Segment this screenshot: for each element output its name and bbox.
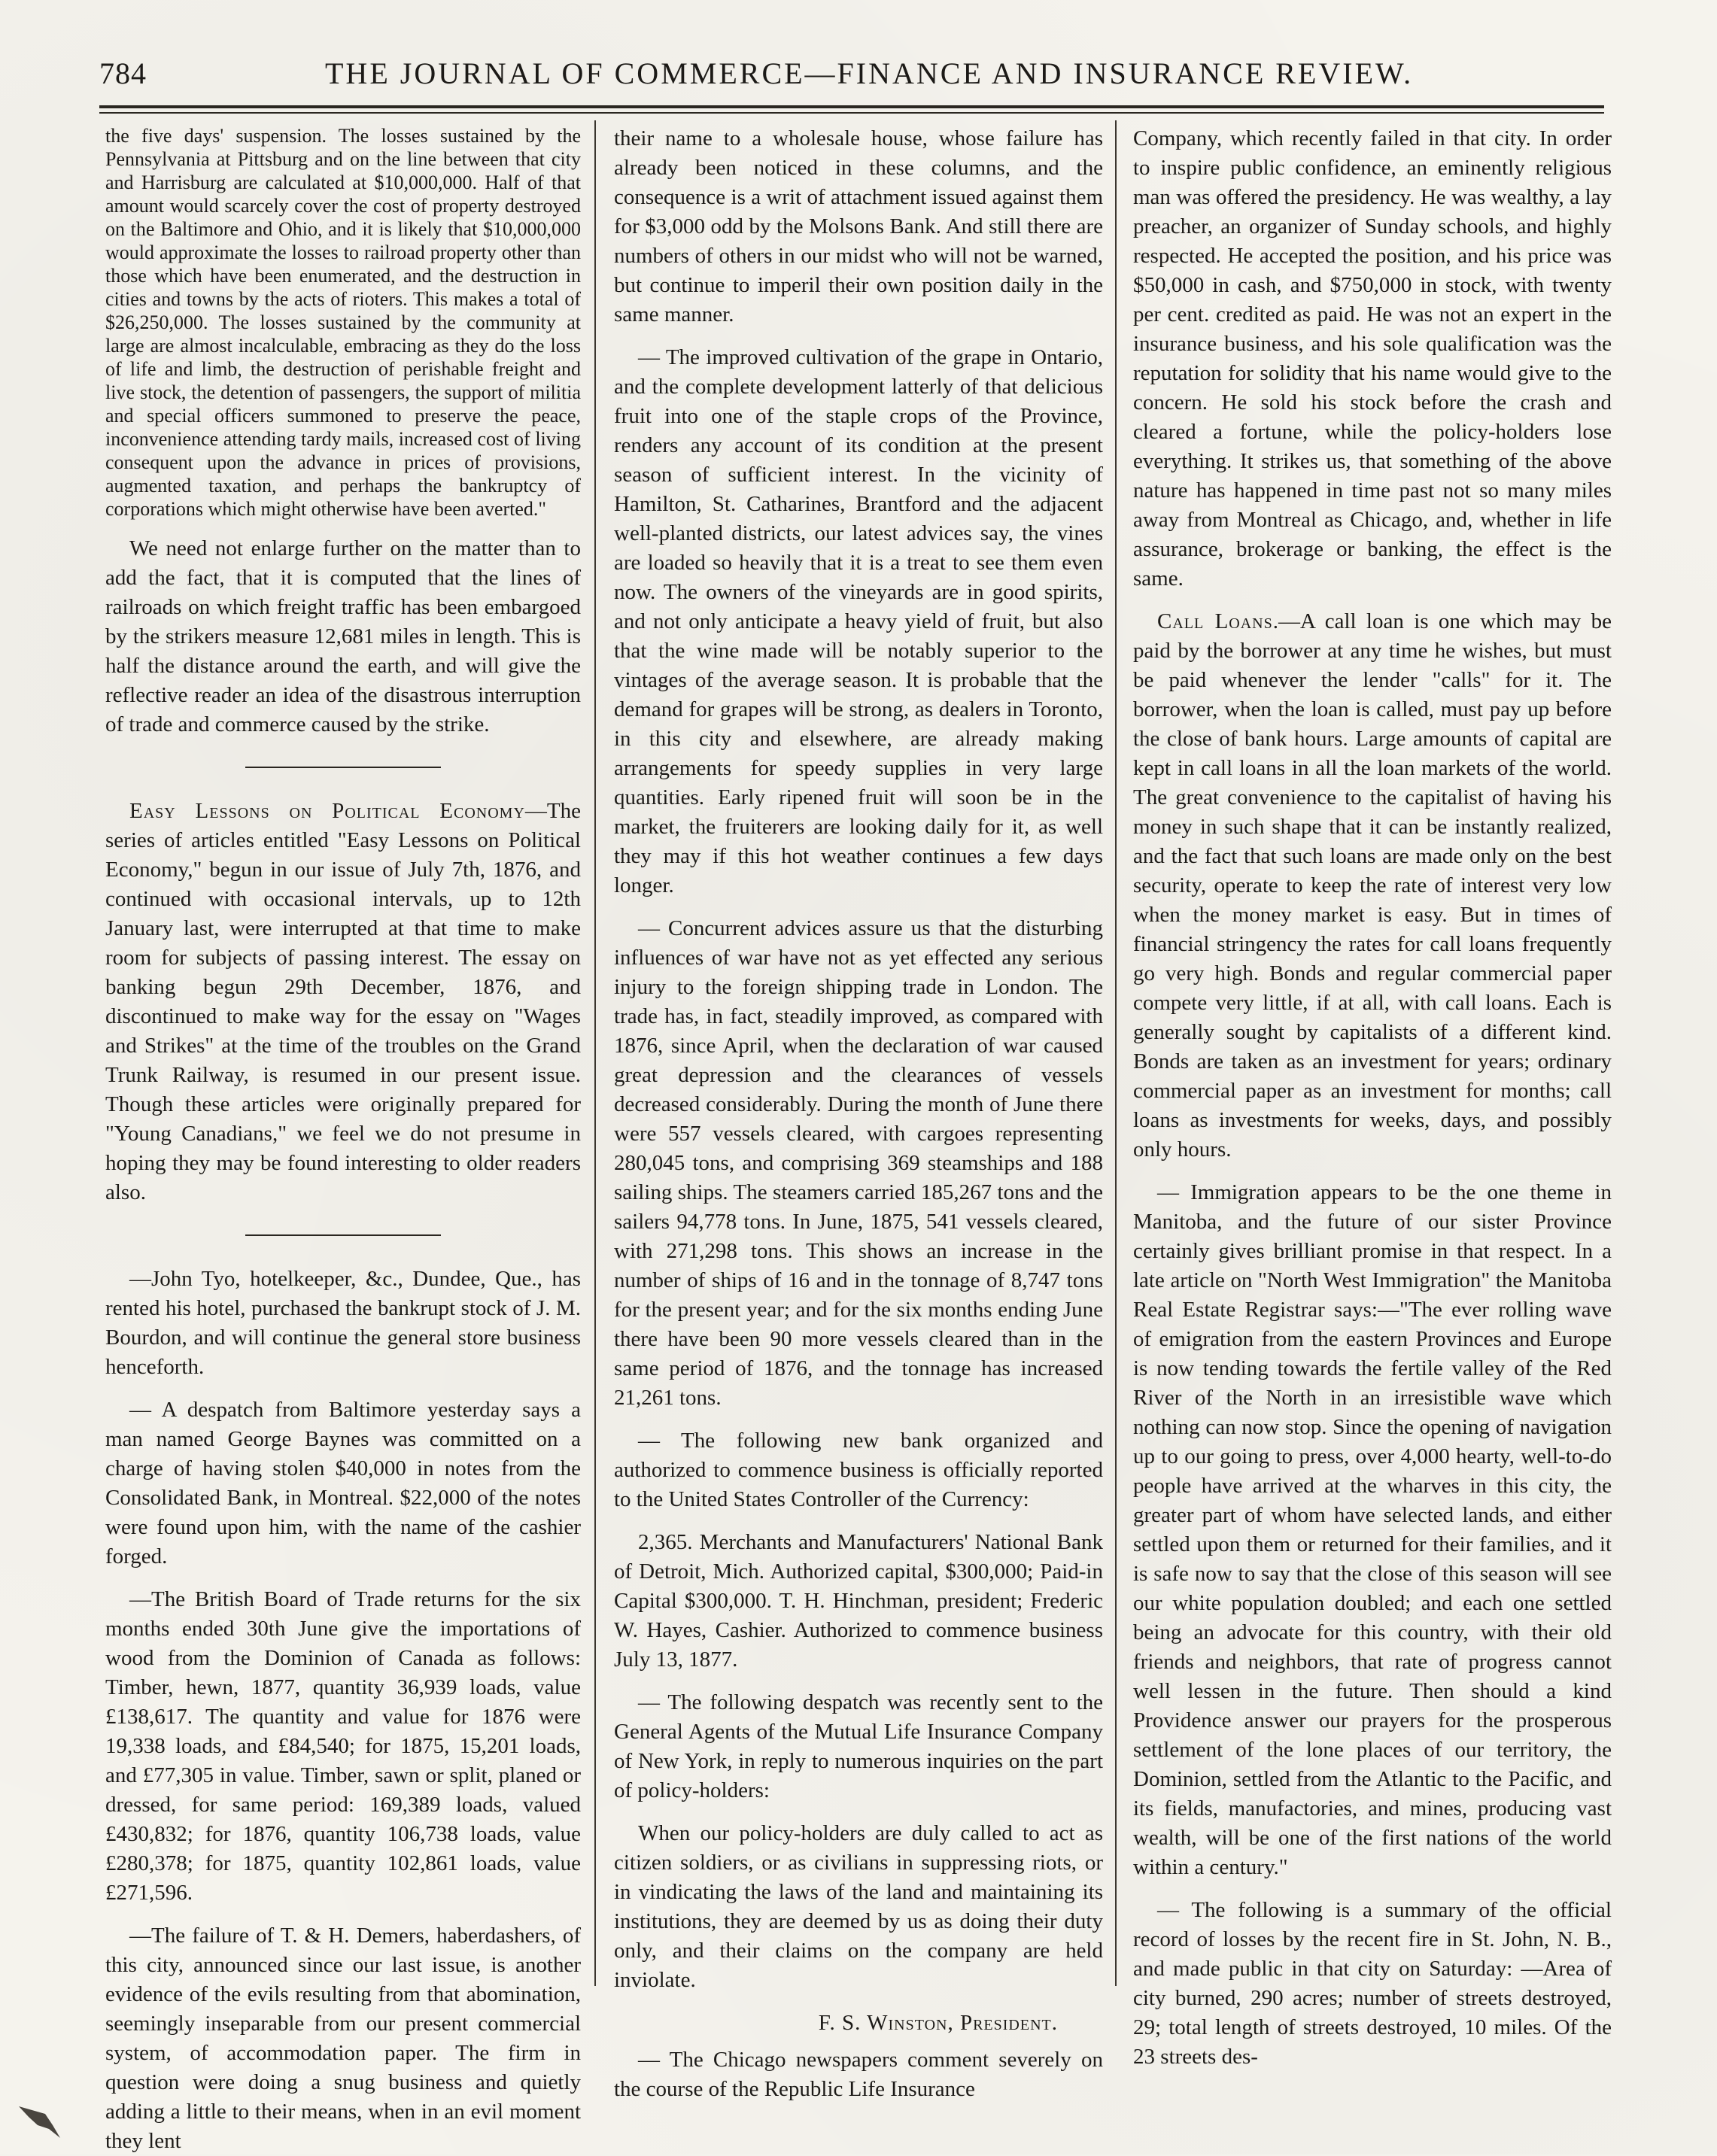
chicago-continuation: Company, which recently failed in that city. In order to inspire public confidence, an eminently religious man was offered the presidency. He was wealthy, a lay preacher, an organizer of Sunday schools, and highly respected. He accepted the position, and his price was $50,000 in cash, and $750,000 in stock, with twenty per cent. credited as paid. He was not an expert in the insurance business, and his sole qualification was the reputation for solidity that his name would give to the concern. He sold his stock before the crash and cleared a fortune, while the policy-holders lose everything. It strikes us, that something of the above nature has happened in time past not so many miles away from Montreal as Chicago, and, whether in life assurance, brokerage or banking, the effect is the same. [1133, 126, 1612, 591]
new-bank-detail: 2,365. Merchants and Manufacturers' National Bank of Detroit, Mich. Authorized capital, $300,000; Paid-in Capital $300,000. T. H. Hinchman, president; Frederic W. Hayes, Cashier. Authorized to commence business July 13, 1877. [614, 1530, 1103, 1672]
railroad-embargo-paragraph: We need not enlarge further on the matter than to add the fact, that it is computed that the lines of railroads on which freight traffic has been embargoed by the strikers measure 12,681 miles in length. This is half the distance around the earth, and will give the reflective reader an idea of the disastrous interruption of trade and commerce caused by the strike. [105, 536, 581, 736]
news-item-despatch: — The following despatch was recently sent to the General Agents of the Mutual Life Insurance Company of New York, in reply to numerous inquiries on the part of policy-holders: [614, 1690, 1103, 1802]
column-middle [614, 124, 1103, 2101]
news-item-grape: — The improved cultivation of the grape in Ontario, and the complete development latterly of that delicious fruit into one of the staple crops of the Province, renders any account of its condition at the present season of sufficient interest. In the vicinity of Hamilton, St. Catharines, Brantford and the adjacent well-planted districts, our latest advices say, the vines are loaded so heavily that it is a treat to see them even now. The owners of the vineyards are in good spirits, and not only anticipate a heavy yield of fruit, but also that the wine made will be notably superior to the vintages of the average season. It is probable that the demand for grapes will be strong, as dealers in Toronto, in this city and elsewhere, are already making arrangements for speedy supplies in very large quantities. Early ripened fruit will soon be in the market, the fruiterers are looking daily for it, as well they may if this hot weather continues a few days longer. [614, 345, 1103, 897]
easy-lessons-heading: Easy Lessons on Political Economy [129, 799, 525, 823]
column-right [1133, 124, 1612, 2080]
easy-lessons-body: —The series of articles entitled "Easy Lessons on Political Economy," begun in our issue of July 7th, 1876, and continued with occasional intervals, up to 12th January last, were interrupted at that time to make room for subjects of passing interest. The essay on banking begun 29th December, 1876, and discontinued to make way for the essay on "Wages and Strikes" at the time of the troubles on the Grand Trunk Railway, is resumed in our present issue. Though these articles were originally prepared for "Young Canadians," we feel we do not presume in hoping they may be found interesting to older readers also. [105, 799, 581, 1204]
page-number: 784 [99, 56, 147, 90]
page-header [99, 56, 1604, 101]
header-rule-thick [99, 105, 1604, 108]
news-item-tyo: —John Tyo, hotelkeeper, &c., Dundee, Que., has rented his hotel, purchased the bankrupt stock of J. M. Bourdon, and will continue the general store business henceforth. [105, 1267, 581, 1379]
news-item-demers: —The failure of T. & H. Demers, haberdashers, of this city, announced since our last issue, is another evidence of the evils resulting from that abomination, seemingly inseparable from our present commercial system, of accommodation paper. The firm in question were doing a snug business and quietly adding a little to their means, when in an evil moment they lent [105, 1924, 581, 2153]
easy-lessons-article [105, 797, 581, 1207]
news-item-chicago: — The Chicago newspapers comment severely on the course of the Republic Life Insurance [614, 2048, 1103, 2101]
header-rule-thin [99, 112, 1604, 114]
strike-losses-quote: the five days' suspension. The losses sustained by the Pennsylvania at Pittsburg and on the line between that city and Harrisburg are calculated at $10,000,000. Half of that amount would scarcely cover the cost of property destroyed on the Baltimore and Ohio, and it is likely that $10,000,000 would approximate the losses to railroad property other than those which have been enumerated, and the destruction in cities and towns by the acts of rioters. This makes a total of $26,250,000. The losses sustained by the community at large are almost incalculable, embracing as they do the loss of life and limb, the destruction of perishable freight and live stock, the detention of passengers, the support of militia and special officers summoned to preserve the peace, inconvenience attending tardy mails, increased cost of living consequent upon the advance in prices of provisions, augmented taxation, and perhaps the bankruptcy of corporations which might otherwise have been averted." [105, 125, 581, 520]
demers-continuation: their name to a wholesale house, whose failure has already been noticed in these columns, and the consequence is a writ of attachment issued against them for $3,000 odd by the Molsons Bank. And still there are numbers of others in our midst who will not be warned, but continue to imperil their own position daily in the same manner. [614, 126, 1103, 326]
call-loans-body: .—A call loan is one which may be paid by the borrower at any time he wishes, but must be paid whenever the lender "calls" for it. The borrower, when the loan is called, must pay up before the close of bank hours. Large amounts of capital are kept in call loans in all the loan markets of the world. The great convenience to the capitalist of having his money in such shape that it can be instantly realized, and the fact that such loans are made only on the best security, operate to keep the rate of interest very low when the money market is easy. But in times of financial stringency the rates for call loans frequently go very high. Bonds and regular commercial paper compete very little, if at all, with call loans. Each is generally sought by capitalists of a different kind. Bonds are taken as an investment for years; ordinary commercial paper as an investment for months; call loans as investments for weeks, days, and possibly only hours. [1133, 609, 1612, 1162]
news-item-immigration: — Immigration appears to be the one theme in Manitoba, and the future of our sister Province certainly gives brilliant promise in that respect. In a late article on "North West Immigration" the Manitoba Real Estate Registrar says:—"The ever rolling wave of emigration from the eastern Provinces and Europe is now tending towards the fertile valley of the Red River of the North in an irresistible wave which nothing can now stop. Since the opening of navigation up to our going to press, over 4,000 hearty, well-to-do people have arrived at the wharves in this city, the greater part of whom have selected lands, and either settled upon them or returned for their families, and it is safe now to say that the close of this season will see our white population doubled; and each one settled being an advocate for this country, with their old friends and neighbors, that rate of progress cannot well lessen in the future. Then should a kind Providence answer our prayers for the prosperous settlement of the lone places of our territory, the Dominion, settled from the Atlantic to the Pacific, and its fields, manufactories, and mines, producing vast wealth, will be one of the first nations of the world within a century." [1133, 1180, 1612, 1879]
call-loans-article [1133, 607, 1612, 1165]
page-corner-ink-mark [15, 2091, 68, 2144]
news-item-baltimore: — A despatch from Baltimore yesterday says a man named George Baynes was committed on a charge of having stolen $40,000 in notes from the Consolidated Bank, in Montreal. $22,000 of the notes were found upon him, with the name of the cashier forged. [105, 1398, 581, 1568]
column-divider [594, 120, 596, 1986]
despatch-signature: F. S. Winston, President. [818, 2011, 1058, 2035]
section-separator [245, 767, 441, 768]
news-item-new-bank: — The following new bank organized and authorized to commence business is officially reported to the United States Controller of the Currency: [614, 1429, 1103, 1511]
section-separator [245, 1234, 441, 1236]
column-divider [1115, 120, 1117, 1986]
news-item-st-john-fire: — The following is a summary of the official record of losses by the recent fire in St. John, N. B., and made public in that city on Saturday: —Area of city burned, 290 acres; number of streets destroyed, 29; total length of streets destroyed, 10 miles. Of the 23 streets des- [1133, 1898, 1612, 2069]
news-item-board-of-trade: —The British Board of Trade returns for the six months ended 30th June give the importations of wood from the Dominion of Canada as follows: Timber, hewn, 1877, quantity 36,939 loads, value £138,617. The quantity and value for 1876 were 19,338 loads, and £84,540; for 1875, 15,201 loads, and £77,305 in value. Timber, sawn or split, planed or dressed, for same period: 169,389 loads, valued £430,832; for 1876, quantity 106,738 loads, value £280,378; for 1875, quantity 102,861 loads, value £271,596. [105, 1587, 581, 1905]
despatch-body: When our policy-holders are duly called to act as citizen soldiers, or as civilians in suppressing riots, or in vindicating the laws of the land and maintaining its institutions, they are deemed by us as doing their duty only, and their claims on the company are held inviolate. [614, 1821, 1103, 1992]
call-loans-heading: Call Loans [1157, 609, 1273, 633]
news-item-shipping: — Concurrent advices assure us that the disturbing influences of war have not as yet effected any serious injury to the foreign shipping trade in London. The trade has, in fact, steadily improved, as compared with 1876, since April, when the declaration of war caused great depression and the clearances of vessels decreased considerably. During the month of June there were 557 vessels cleared, with cargoes representing 280,045 tons, and comprising 369 steamships and 188 sailing ships. The steamers carried 185,267 tons and the sailers 94,778 tons. In June, 1875, 541 vessels cleared, with 271,298 tons. This shows an increase in the number of ships of 16 and in the tonnage of 8,747 tons for the present year; and for the six months ending June there have been 90 more vessels cleared than in the same period of 1876, and the tonnage has increased 21,261 tons. [614, 916, 1103, 1410]
column-left [105, 124, 581, 2153]
journal-title: THE JOURNAL OF COMMERCE—FINANCE AND INSURANCE REVIEW. [325, 56, 1414, 90]
